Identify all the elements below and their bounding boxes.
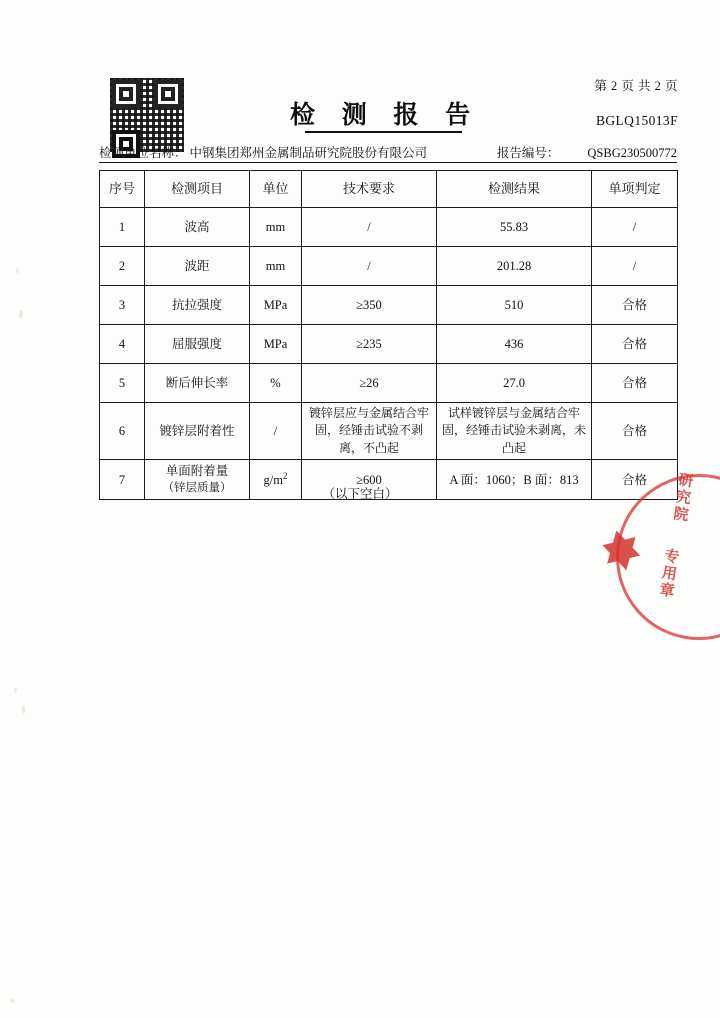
meta-row: [99, 143, 677, 161]
table-row: [100, 364, 678, 403]
seal-text-top: 研究院: [670, 471, 694, 524]
report-no-value: QSBG230500772: [587, 146, 677, 160]
page-title: 检 测 报 告: [290, 100, 480, 129]
cell-no: 5: [100, 364, 145, 403]
cell-unit: MPa: [250, 325, 302, 364]
title-underline: [305, 131, 462, 133]
cell-judgement: 合格: [592, 364, 678, 403]
cell-unit: %: [250, 364, 302, 403]
cell-result: 27.0: [437, 364, 592, 403]
table-row: [100, 208, 678, 247]
cell-requirement: ≥600: [302, 460, 437, 500]
table-row: [100, 403, 678, 460]
cell-requirement: ≥350: [302, 286, 437, 325]
cell-judgement: 合格: [592, 403, 678, 460]
cell-no: 3: [100, 286, 145, 325]
report-no-label: 报告编号：: [496, 146, 560, 160]
cell-item: 波距: [145, 247, 250, 286]
cell-judgement: 合格: [592, 325, 678, 364]
scan-speckle: [22, 705, 25, 714]
page-count: 第 2 页 共 2 页: [594, 79, 678, 93]
cell-item-main: 单面附着量: [165, 464, 229, 479]
report-code: BGLQ15013F: [595, 113, 678, 128]
cell-judgement: /: [592, 247, 678, 286]
cell-no: 4: [100, 325, 145, 364]
cell-result: 201.28: [437, 247, 592, 286]
cell-unit: mm: [250, 208, 302, 247]
seal-text-bottom: 专用章: [656, 547, 680, 600]
cell-item: 断后伸长率: [145, 364, 250, 403]
cell-no: 2: [100, 247, 145, 286]
table-header-row: [100, 171, 678, 208]
cell-unit: /: [250, 403, 302, 460]
cell-requirement: /: [302, 208, 437, 247]
unit-value: 中钢集团郑州金属制品研究院股份有限公司: [189, 146, 428, 160]
column-header-unit: 单位: [250, 171, 302, 208]
scan-speckle: [10, 999, 15, 1003]
cell-result: 510: [437, 286, 592, 325]
cell-item-sub: （锌层质量）: [162, 482, 232, 495]
cell-item: 屈服强度: [145, 325, 250, 364]
cell-judgement: 合格: [592, 460, 678, 500]
seal-star-icon: [600, 526, 640, 563]
cell-requirement: 镀锌层应与金属结合牢固，经锤击试验不剥离，不凸起: [302, 403, 437, 460]
column-header-no: 序号: [100, 171, 145, 208]
scan-speckle: [16, 268, 19, 274]
cell-item: 镀锌层附着性: [145, 403, 250, 460]
test-results-table: [99, 170, 678, 500]
cell-result: A 面：1060；B 面：813: [437, 460, 592, 500]
cell-unit: MPa: [250, 286, 302, 325]
cell-result: 55.83: [437, 208, 592, 247]
scan-speckle: [14, 688, 17, 693]
table-row: [100, 325, 678, 364]
column-header-judgement: 单项判定: [592, 171, 678, 208]
scan-speckle: [19, 310, 23, 318]
cell-judgement: /: [592, 208, 678, 247]
cell-result: 试样镀锌层与金属结合牢固，经锤击试验未剥离，未凸起: [437, 403, 592, 460]
cell-judgement: 合格: [592, 286, 678, 325]
blank-note: （以下空白）: [322, 487, 398, 501]
cell-no: 1: [100, 208, 145, 247]
cell-result: 436: [437, 325, 592, 364]
cell-item: 波高: [145, 208, 250, 247]
table-row: [100, 286, 678, 325]
cell-no: 7: [100, 460, 145, 500]
cell-item: 抗拉强度: [145, 286, 250, 325]
cell-requirement: /: [302, 247, 437, 286]
column-header-item: 检测项目: [145, 171, 250, 208]
cell-unit: mm: [250, 247, 302, 286]
cell-no: 6: [100, 403, 145, 460]
meta-underline: [99, 162, 677, 163]
cell-unit-exponent: 2: [282, 470, 288, 481]
cell-unit-main: g/m: [263, 473, 283, 488]
table-row: [100, 247, 678, 286]
cell-requirement: ≥26: [302, 364, 437, 403]
column-header-result: 检测结果: [437, 171, 592, 208]
cell-requirement: ≥235: [302, 325, 437, 364]
column-header-requirement: 技术要求: [302, 171, 437, 208]
unit-label: 检测单位名称：: [99, 146, 187, 160]
